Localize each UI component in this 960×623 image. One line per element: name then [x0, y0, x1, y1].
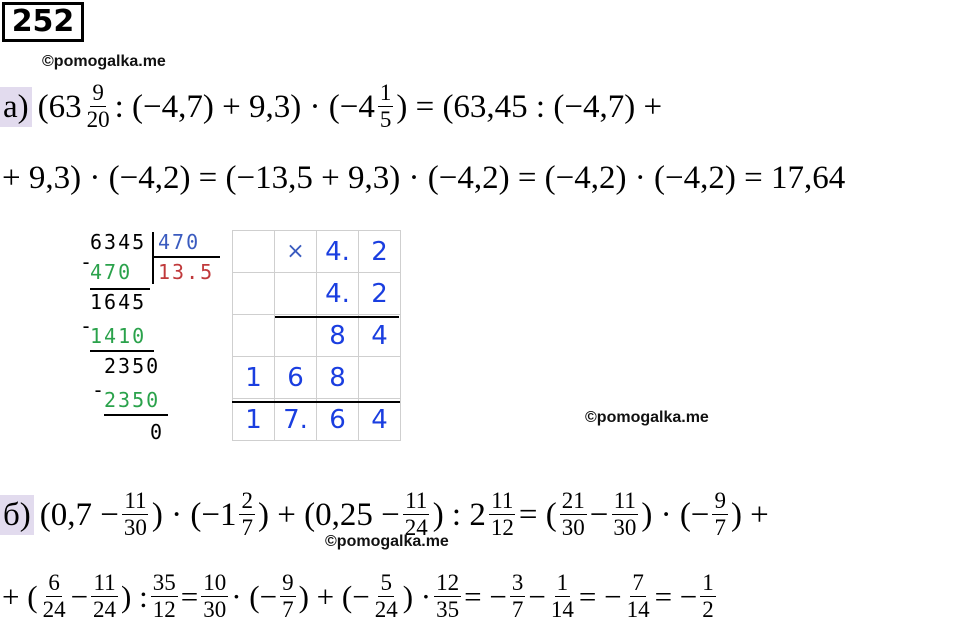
fraction: $\frac{6}{24}$: [42, 570, 66, 622]
long-division: [80, 228, 230, 448]
eq-text: ) · (−: [641, 496, 710, 533]
fraction: $\frac{5}{24}$: [374, 570, 398, 622]
eq-text: = −: [654, 578, 698, 614]
division-bracket: [152, 256, 220, 258]
final-remainder: 0: [150, 420, 165, 444]
fraction: $\frac{7}{14}$: [626, 570, 650, 622]
watermark-top: ©pomogalka.me: [42, 53, 166, 70]
fraction: $\frac{9}{7}$: [714, 488, 726, 540]
division-line: [90, 350, 154, 352]
eq-text: · (−: [231, 578, 278, 614]
eq-text: −: [528, 578, 546, 614]
watermark-bottom: ©pomogalka.me: [325, 533, 449, 550]
grid-cell: 6: [275, 357, 317, 399]
minus-sign: -: [92, 378, 107, 402]
grid-cell: 7.: [275, 399, 317, 441]
grid-cell: 1: [233, 357, 275, 399]
fraction: $\frac{10}{30}$: [203, 570, 227, 622]
eq-text: ) :: [121, 578, 148, 614]
eq-text: ) ·: [402, 578, 432, 614]
minus-sign: -: [80, 314, 95, 338]
eq-text: ) +: [730, 496, 769, 533]
divisor: 470: [158, 230, 201, 254]
eq-text: ) : 2: [432, 496, 486, 533]
fraction: $\frac{11}{24}$: [404, 488, 428, 540]
multiplication-line: [232, 401, 400, 403]
fraction: $\frac{9}{20}$: [86, 80, 110, 132]
division-line: [104, 414, 168, 416]
subtrahend: 470: [90, 260, 133, 284]
eq-text: −: [70, 578, 89, 614]
remainder: 2350: [104, 354, 161, 378]
problem-number: 252: [2, 2, 84, 42]
eq-text: =: [180, 578, 199, 614]
eq-text: ) = (63,45 : (−4,7) +: [396, 88, 663, 125]
eq-text: = (: [518, 496, 557, 533]
eq-text: + (: [2, 578, 38, 614]
grid-cell: 2: [359, 231, 401, 273]
part-b-marker: б): [0, 495, 34, 535]
grid-cell: [233, 273, 275, 315]
fraction: $\frac{3}{7}$: [511, 570, 524, 622]
fraction: $\frac{11}{24}$: [93, 570, 117, 622]
division-bracket: [152, 232, 154, 284]
grid-cell: 8: [317, 357, 359, 399]
fraction: $\frac{21}{30}$: [561, 488, 585, 540]
times-sign: ×: [275, 231, 317, 273]
eq-text: (0,7 −: [39, 496, 119, 533]
fraction: $\frac{9}{7}$: [282, 570, 294, 622]
eq-text: ) · (−1: [151, 496, 237, 533]
watermark-middle: ©pomogalka.me: [585, 409, 709, 426]
grid-cell: 4.: [317, 231, 359, 273]
fraction: $\frac{12}{35}$: [436, 570, 460, 622]
subtrahend: 2350: [104, 388, 161, 412]
part-a-line1: [0, 80, 662, 133]
eq-text: (63: [37, 88, 82, 125]
fraction: $\frac{11}{30}$: [123, 488, 147, 540]
quotient: 13.5: [158, 260, 215, 284]
eq-text: : (−4,7) + 9,3) · (−4: [114, 88, 375, 125]
minus-sign: -: [80, 250, 95, 274]
fraction: $\frac{2}{7}$: [241, 488, 253, 540]
fraction: $\frac{1}{2}$: [702, 570, 714, 622]
part-a-marker: а): [0, 87, 32, 127]
grid-cell: 4: [359, 315, 401, 357]
eq-text: = −: [578, 578, 622, 614]
dividend: 6345: [90, 230, 147, 254]
grid-cell: 6: [317, 399, 359, 441]
part-b-line2: [2, 570, 719, 623]
part-a-line2: [2, 158, 845, 198]
grid-cell: 4.: [317, 273, 359, 315]
grid-cell: 1: [233, 399, 275, 441]
grid-cell: [275, 315, 317, 357]
multiplication-line: [275, 316, 399, 318]
eq-text: ) + (0,25 −: [257, 496, 400, 533]
grid-cell: [233, 315, 275, 357]
grid-cell: 8: [317, 315, 359, 357]
fraction: $\frac{11}{30}$: [613, 488, 637, 540]
eq-text: + 9,3) · (−4,2) = (−13,5 + 9,3) · (−4,2) = (−4,2) · (−4,2) = 17,64: [2, 160, 846, 196]
fraction: $\frac{1}{14}$: [550, 570, 574, 622]
eq-text: −: [589, 496, 609, 533]
grid-cell: [275, 273, 317, 315]
fraction: $\frac{11}{12}$: [490, 488, 514, 540]
eq-text: = −: [464, 578, 507, 614]
fraction: $\frac{35}{12}$: [152, 570, 176, 622]
fraction: $\frac{1}{5}$: [379, 80, 392, 132]
grid-cell: 4: [359, 399, 401, 441]
remainder: 1645: [90, 290, 147, 314]
subtrahend: 1410: [90, 324, 147, 348]
grid-cell: [359, 357, 401, 399]
multiplication-grid: [232, 230, 401, 441]
grid-cell: 2: [359, 273, 401, 315]
eq-text: ) + (−: [298, 578, 370, 614]
grid-cell: [233, 231, 275, 273]
